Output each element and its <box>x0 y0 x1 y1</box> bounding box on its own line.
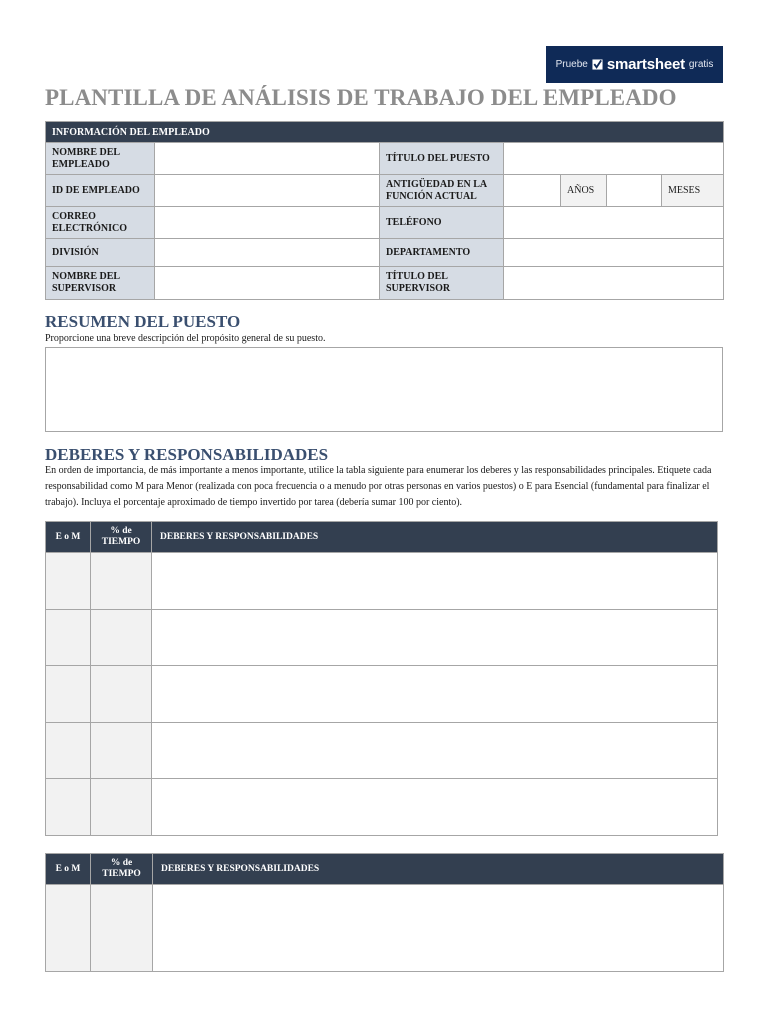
eom-column-header: E o M <box>46 522 91 553</box>
eom-column-header: E o M <box>46 854 91 885</box>
email-field[interactable] <box>155 207 380 239</box>
time-percent-column-header <box>91 854 153 885</box>
eom-cell[interactable] <box>46 885 91 972</box>
division-field[interactable] <box>155 239 380 267</box>
duties-table-continued <box>45 853 724 972</box>
employee-id-label: ID DE EMPLEADO <box>46 175 155 207</box>
time-percent-header-line1: % de <box>110 858 133 868</box>
duty-cell[interactable] <box>152 723 718 779</box>
months-label: MESES <box>662 175 724 207</box>
table-row <box>46 610 718 666</box>
eom-cell[interactable] <box>46 553 91 610</box>
supervisor-name-label: NOMBRE DEL SUPERVISOR <box>46 267 155 300</box>
duties-title: DEBERES Y RESPONSABILIDADES <box>45 445 329 464</box>
job-summary-description: Proporcione una breve descripción del propósito general de su puesto. <box>45 333 326 344</box>
supervisor-name-field[interactable] <box>155 267 380 300</box>
duty-cell[interactable] <box>153 885 724 972</box>
banner-suffix: gratis <box>688 59 714 70</box>
department-label: DEPARTAMENTO <box>380 239 504 267</box>
eom-cell[interactable] <box>46 779 91 836</box>
time-percent-header-line2: TIEMPO <box>102 869 141 879</box>
smartsheet-check-icon <box>592 59 603 70</box>
seniority-label: ANTIGÜEDAD EN LA FUNCIÓN ACTUAL <box>380 175 504 207</box>
duty-cell[interactable] <box>152 610 718 666</box>
duties-description: En orden de importancia, de más importante a menos importante, utilice la tabla siguiente para enumerar los deberes y las responsabilidades principales. Etiquete cada responsabilidad como M para Menor (realizada con poca frecuencia o a menudo por otras personas en varios puestos) o E para Esencial (fundamental para finalizar el trabajo). Incluya el porcentaje aproximado de tiempo invertido por tarea (debería sumar 100 por ciento). <box>45 465 712 508</box>
job-summary-title: RESUMEN DEL PUESTO <box>45 312 241 331</box>
duties-column-header: DEBERES Y RESPONSABILIDADES <box>153 854 724 885</box>
email-label: CORREO ELECTRÓNICO <box>46 207 155 239</box>
table-row <box>46 885 724 972</box>
employee-info-header: INFORMACIÓN DEL EMPLEADO <box>46 122 724 143</box>
phone-label: TELÉFONO <box>380 207 504 239</box>
phone-field[interactable] <box>504 207 724 239</box>
time-percent-cell[interactable] <box>91 885 153 972</box>
division-label: DIVISIÓN <box>46 239 155 267</box>
eom-cell[interactable] <box>46 723 91 779</box>
employee-name-label: NOMBRE DEL EMPLEADO <box>46 143 155 175</box>
years-label: AÑOS <box>561 175 607 207</box>
department-field[interactable] <box>504 239 724 267</box>
job-summary-input[interactable] <box>45 347 723 432</box>
page-title: PLANTILLA DE ANÁLISIS DE TRABAJO DEL EMPLEADO <box>45 85 677 110</box>
duty-cell[interactable] <box>152 553 718 610</box>
time-percent-cell[interactable] <box>91 723 152 779</box>
supervisor-title-label: TÍTULO DEL SUPERVISOR <box>380 267 504 300</box>
time-percent-column-header <box>91 522 152 553</box>
employee-id-field[interactable] <box>155 175 380 207</box>
smartsheet-trial-banner[interactable] <box>546 46 723 83</box>
time-percent-header-line1: % de <box>110 526 132 536</box>
time-percent-cell[interactable] <box>91 553 152 610</box>
seniority-months-field[interactable] <box>607 175 662 207</box>
time-percent-cell[interactable] <box>91 666 152 723</box>
duty-cell[interactable] <box>152 779 718 836</box>
supervisor-title-field[interactable] <box>504 267 724 300</box>
time-percent-cell[interactable] <box>91 779 152 836</box>
time-percent-header-line2: TIEMPO <box>101 537 141 547</box>
duties-column-header: DEBERES Y RESPONSABILIDADES <box>152 522 718 553</box>
seniority-years-field[interactable] <box>504 175 561 207</box>
table-row <box>46 553 718 610</box>
table-row <box>46 666 718 723</box>
duty-cell[interactable] <box>152 666 718 723</box>
job-title-label: TÍTULO DEL PUESTO <box>380 143 504 175</box>
banner-brand: smartsheet <box>606 56 685 73</box>
duties-table <box>45 521 718 836</box>
eom-cell[interactable] <box>46 666 91 723</box>
employee-name-field[interactable] <box>155 143 380 175</box>
table-row <box>46 723 718 779</box>
time-percent-cell[interactable] <box>91 610 152 666</box>
banner-prefix: Pruebe <box>555 59 588 70</box>
table-row <box>46 779 718 836</box>
eom-cell[interactable] <box>46 610 91 666</box>
employee-info-table <box>45 121 724 300</box>
job-title-field[interactable] <box>504 143 724 175</box>
